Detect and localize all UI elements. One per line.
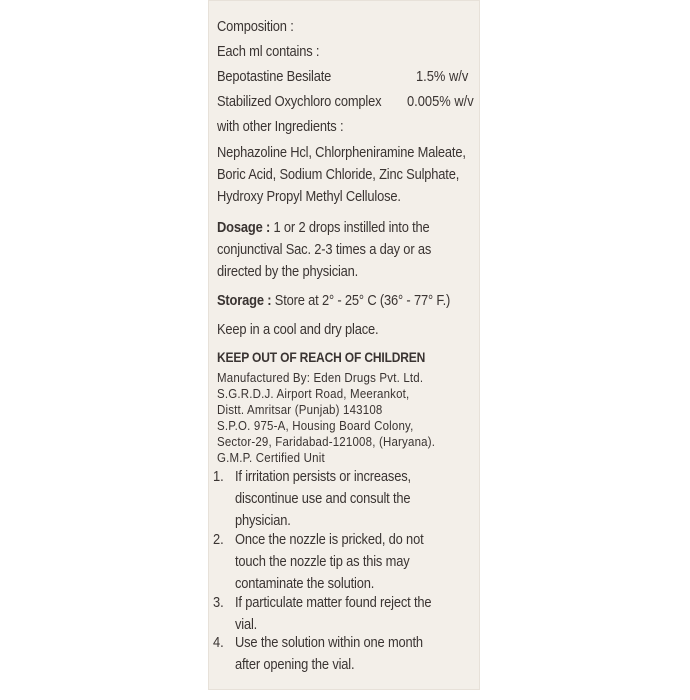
storage-line [217,291,450,311]
note-line: Use the solution within one month [235,634,423,651]
composition-heading: Composition : [217,18,294,35]
label-panel [208,0,480,690]
dosage-line [217,218,430,238]
manufacturer-line: Sector-29, Faridabad-121008, (Haryana). [217,435,436,449]
note-line: If particulate matter found reject the [235,594,432,611]
ingredient-value: 0.005% w/v [407,93,474,110]
dosage-line: directed by the physician. [217,263,359,280]
storage-text: Store at 2° - 25° C (36° - 77° F.) [274,292,451,309]
note-line: vial. [235,616,258,633]
ingredient-name: Stabilized Oxychloro complex [217,93,382,110]
note-number: 4. [213,634,224,651]
note-number: 1. [213,468,224,485]
manufacturer-line: Distt. Amritsar (Punjab) 143108 [217,403,383,417]
note-line: discontinue use and consult the [235,490,411,507]
other-ingredients-line: Boric Acid, Sodium Chloride, Zinc Sulphate, [217,166,460,183]
note-line: contaminate the solution. [235,575,375,592]
other-ingredients-heading: with other Ingredients : [217,118,344,135]
note-line: If irritation persists or increases, [235,468,411,485]
note-line: after opening the vial. [235,656,355,673]
dosage-text: 1 or 2 drops instilled into the [273,219,430,236]
note-number: 3. [213,594,224,611]
other-ingredients-line: Hydroxy Propyl Methyl Cellulose. [217,188,401,205]
note-line: Once the nozzle is pricked, do not [235,531,424,548]
ingredient-value: 1.5% w/v [416,68,469,85]
other-ingredients-line: Nephazoline Hcl, Chlorpheniramine Maleate, [217,144,466,161]
storage-label: Storage : [217,292,272,309]
note-number: 2. [213,531,224,548]
manufacturer-line: G.M.P. Certified Unit [217,451,325,465]
dosage-line: conjunctival Sac. 2-3 times a day or as [217,241,432,258]
manufacturer-line: S.P.O. 975-A, Housing Board Colony, [217,419,414,433]
each-ml-line: Each ml contains : [217,43,320,60]
manufacturer-line: Manufactured By: Eden Drugs Pvt. Ltd. [217,371,424,385]
keep-cool-line: Keep in a cool and dry place. [217,321,379,338]
children-warning: KEEP OUT OF REACH OF CHILDREN [217,349,426,365]
dosage-label: Dosage : [217,219,271,236]
manufacturer-line: S.G.R.D.J. Airport Road, Meerankot, [217,387,410,401]
note-line: physician. [235,512,291,529]
note-line: touch the nozzle tip as this may [235,553,410,570]
ingredient-name: Bepotastine Besilate [217,68,332,85]
